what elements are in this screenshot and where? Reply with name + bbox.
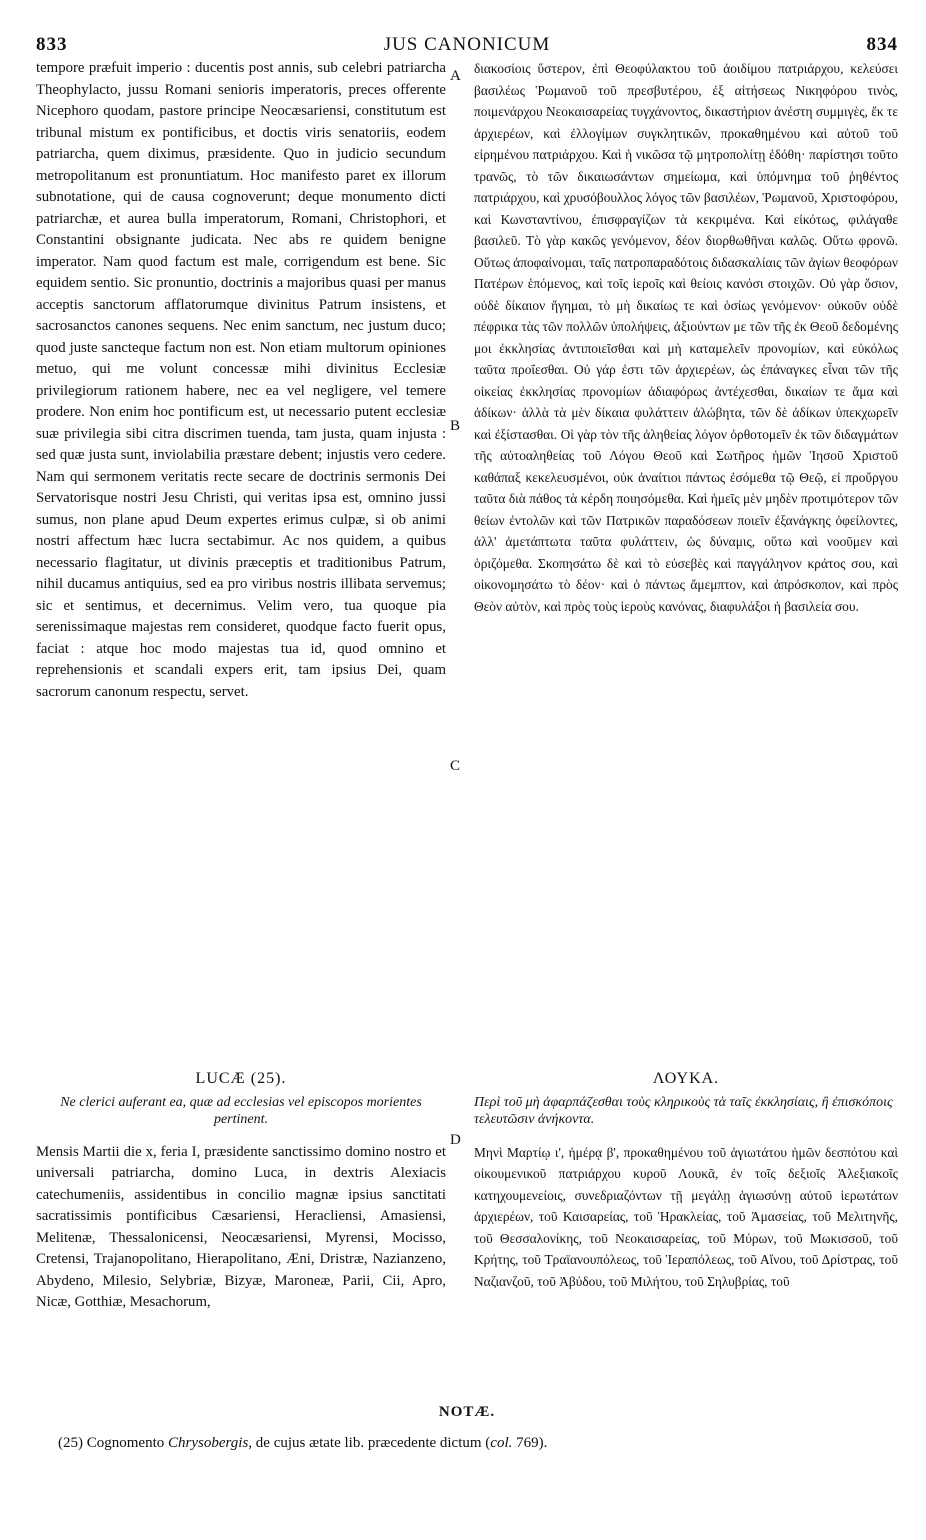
lower-section (36, 1068, 898, 1408)
greek-section (474, 1068, 898, 1292)
page (36, 28, 898, 1310)
note-25 (36, 1435, 898, 1452)
notes-title: NOTÆ. (438, 1404, 496, 1420)
greek-column: διακοσίοις ὕστερον, ἐπὶ Θεοφύλακτου τοῦ ἀοιδίμου πατριάρχου, κελεύσει βασιλέως Ῥωμανοῦ τοῦ πρεσβυτέρου, ἐξ αἰτήσεως Νικηφόρου τινὸς, ποιμενάρχου Νεοκαισαρείας τυγχάνοντος, δικαστήριον ἀνέστη συμμιγὲς, ἔκ τε ἀρχιερέων, καὶ ἐλλογίμων συγκλητικῶν, προκαθημένου καὶ αὐτοῦ τοῦ εἰρημένου πατριάρχου. Καὶ ἡ νικῶσα τῷ μητροπολίτῃ ἐδόθη· παρίστησι τοῦτο τρανῶς, τὸ τῶν δικαιωσάντων σημείωμα, καὶ ὑπόμνημα τοῦ ῥηθέντος πατριάρχου, καὶ χρυσόβουλλος λόγος τῶν βασιλέων, Ῥωμανοῦ, Χριστοφόρου, καὶ Κωνσταντίνου, ἐπισφραγίζων τὰ κεκριμένα. Καὶ εἰκότως, φιλάγαθε βασιλεῦ. Τὸ γὰρ κακῶς γενόμενον, δέον διορθωθῆναι καλῶς. Οὕτω φρονῶ. Οὕτως ἀποφαίνομαι, ταῖς πατροπαραδότοις διδασκαλίαις τῶν ἁγίων θεοφόρων Πατέρων ἑπόμενος, καὶ τοῖς ἱεροῖς καὶ θείοις κανόσι στοιχῶν. Οὐ γὰρ ὅσιον, οὐδὲ δίκαιον ἥγημαι, τὸ μὴ δικαίως τε καὶ ὁσίως γενόμενον· οὐκοῦν οὐδὲ πέφρικα τὰς τῶν πολλῶν ὑπολήψεις, ἀξιούντων με τῶν τῆς ἐκ Θεοῦ δεδομένης μοι ἐκκλησίας ἀντιποιεῖσθαι καὶ μὴ καταμελεῖν προνομίων, καὶ εὐκόλως ταῦτα προΐεσθαι. Οὐ γάρ ἐστι τῶν ἀρχιερέων, ὡς ἐπάναγκες εἶναι τῶν τῆς οἰκείας ἐκκλησίας προνομίων ἀδιαφόρως ἀντέχεσθαι, δικαίων τε ἅμα καὶ ἀδίκων· ἀλλὰ τὰ μὲν δίκαια φυλάττειν ἀλώβητα, τῶν δὲ ἀδίκων ὑπεκχωρεῖν καὶ ἐξίστασθαι. Οἱ γὰρ τὸν τῆς ἀληθείας λόγον ὀρθοτομεῖν ἐκ τῶν διδαγμάτων τῆς αὐτοαληθείας τοῦ Λόγου Θεοῦ καὶ Σωτῆρος ἡμῶν Ἰησοῦ Χριστοῦ καθάπαξ κεκελευσμένοι, οὐκ ἀναίτιοι πάντως ἐσόμεθα τῷ Θεῷ, εἰ προὔργου ταῦτα διὰ πάθος τὰ κέρδη ποιησόμεθα. Καὶ ἡμεῖς μὲν μηδὲν προτιμότερον τῶν θείων ἐντολῶν καὶ τῶν Πατρικῶν παραδόσεων ποιεῖν ἐξανάγκης ὀφείλοντες, ἀλλ' ἀμετάπτωτα ταῦτα φυλάττειν, ὡς δύναμις, οὕτω καὶ νοοῦμεν καὶ ὁριζόμεθα. Σκοπησάτω δὲ καὶ τὸ εὐσεβὲς καὶ παγγάληνον κράτος σου, καὶ οἰκονομησάτω τὸ δέον· καὶ ὁ πάντως ἄμεμπτον, καὶ ἀπρόσκοπον, καὶ πρὸς Θεὸν αὐτὸν, καὶ πρὸς τοὺς ἱεροὺς κανόνας, διαφυλάξοι ἡ βασιλεία σου. (474, 61, 898, 614)
note-col: col. (490, 1435, 513, 1451)
upper-columns (36, 58, 898, 1068)
latin-column: tempore præfuit imperio : ducentis post annis, sub celebri patriarcha Theophylacto, jussu Romani senioris imperatoris, preces offerente Nicephoro quodam, pastore principe Neocæsariensi, constitutum est tribunal mistum ex pontificibus, et doctis viris senatoriis, eodem patriarcha, quem diximus, præsidente. Quo in judicio secundum metropolitanum est pronuntiatum. Hoc manifesto paret ex illorum subnotatione, qui de causa cognoverunt; deque monumento dicti patriarchæ, et aurea bulla imperatorum, Romani, Christophori, et Constantini obsignante judicata. Nec abs re quidem benigne imperator. Nam quod factum est male, corrigendum est bene. Sic equidem sentio. Sic pronuntio, doctrinis a majoribus quasi per manus acceptis sanctorum afflatorumque divinitus Patrum insistens, et sacrosanctos canones sequens. Nec enim sanctum, nec justum duco; quod juste sancteque factum non est. Non etiam multorum opiniones metuo, qui me volunt concessæ mihi divinitus Ecclesiæ privilegiorum rationem habere, nec ea vel negligere, vel temere prodere. Non enim hoc pontificum est, ut necessario putent ecclesiæ suæ privilegia sibi citra discrimen tuenda, tam justa, quam injusta : sed quæ justa sunt, inviolabilia præstare debent; injustis vero cedere. Nam qui sermonem veritatis recte secare de doctrinis sermonis Dei Servatorisque nostri Jesu Christi, qui veritas ipsa est, omnino jussi sumus, non plane apud Deum expertes erimus culpæ, si ob animi nostri affectum hæc lucra sectabimur. Ac nos quidem, a quibus necessario flagitatur, ut divinis præceptis et traditionibus Patrum, nihil ducamus antiquius, sed ea pro viribus nostris illibata servemus; sic et sentimus, et decernimus. Velim vero, tua quoque pia serenissimaque majestas rem consideret, quodque facto fuerit opus, faciat : atque hoc modo majestas tua id, quod omnino et reprehensionis et scandali expers erit, tam ipsius Dei, quam sacrorum canonum respectu, servet. (36, 60, 446, 700)
page-number-left: 833 (36, 34, 68, 55)
page-number-right: 834 (866, 34, 898, 55)
notes (36, 1404, 898, 1452)
latin-section-subtitle: Ne clerici auferant ea, quæ ad ecclesias vel episcopos morientes pertinent. (60, 1094, 422, 1127)
latin-section (36, 1068, 446, 1314)
running-title: JUS CANONICUM (383, 34, 551, 55)
note-suffix: 769). (512, 1435, 548, 1451)
margin-letter-b: B (450, 418, 461, 434)
greek-section-subtitle: Περὶ τοῦ μὴ ἀφαρπάζεσθαι τοὺς κληρικοὺς τὰ ταῖς ἐκκλησίαις, ἢ ἐπισκόποις τελευτῶσιν ἀνήκοντα. (474, 1094, 893, 1127)
note-middle: , de cujus ætate lib. præcedente dictum ( (248, 1435, 491, 1451)
note-name: Chrysobergis (168, 1435, 249, 1451)
running-head (36, 28, 898, 58)
latin-section-title: LUCÆ (25). (195, 1070, 287, 1087)
margin-letter-a: A (450, 68, 461, 84)
greek-section-title: ΛΟΥΚΑ. (652, 1070, 720, 1087)
margin-letter-d: D (450, 1132, 461, 1148)
greek-section-body: Μηνὶ Μαρτίῳ ι', ἡμέρᾳ β', προκαθημένου τοῦ ἁγιωτάτου ἡμῶν δεσπότου καὶ οἰκουμενικοῦ πατριάρχου κυροῦ Λουκᾶ, ἐν τοῖς δεξιοῖς Ἀλεξιακοῖς κατηχουμενείοις, συνεδριαζόντων τῇ μεγάλῃ ἁγιωσύνῃ αὐτοῦ ἱερωτάτων ἀρχιερέων, τοῦ Καισαρείας, τοῦ Ἡρακλείας, τοῦ Ἀμασείας, τοῦ Μελιτηνῆς, τοῦ Θεσσαλονίκης, τοῦ Νεοκαισαρείας, τοῦ Μύρων, τοῦ Μωκισσοῦ, τοῦ Κρήτης, τοῦ Τραϊανουπόλεως, τοῦ Ἱεραπόλεως, τοῦ Αἴνου, τοῦ Δρίστρας, τοῦ Ναζιανζοῦ, τοῦ Ἀβύδου, τοῦ Μιλήτου, τοῦ Σηλυβρίας, τοῦ (474, 1144, 898, 1289)
note-prefix: (25) Cognomento (58, 1435, 168, 1451)
latin-section-body: Mensis Martii die x, feria I, præsidente sanctissimo domino nostro et universali patriarcha, domino Luca, in dextris Alexiacis catechumeniis, assidentibus in concilio magnæ ipsius sanctitati sacratissimis pontificibus Cæsariensi, Heracliensi, Amasiensi, Melitenæ, Thessalonicensi, Neocæsariensi, Myrensi, Mocisso, Cretensi, Trajanopolitano, Hierapolitano, Æni, Dristræ, Nazianzeno, Abydeno, Milesio, Selybriæ, Bizyæ, Maroneæ, Parii, Cii, Apro, Nicæ, Gotthiæ, Mesachorum, (36, 1143, 446, 1310)
margin-letter-c: C (450, 758, 461, 774)
